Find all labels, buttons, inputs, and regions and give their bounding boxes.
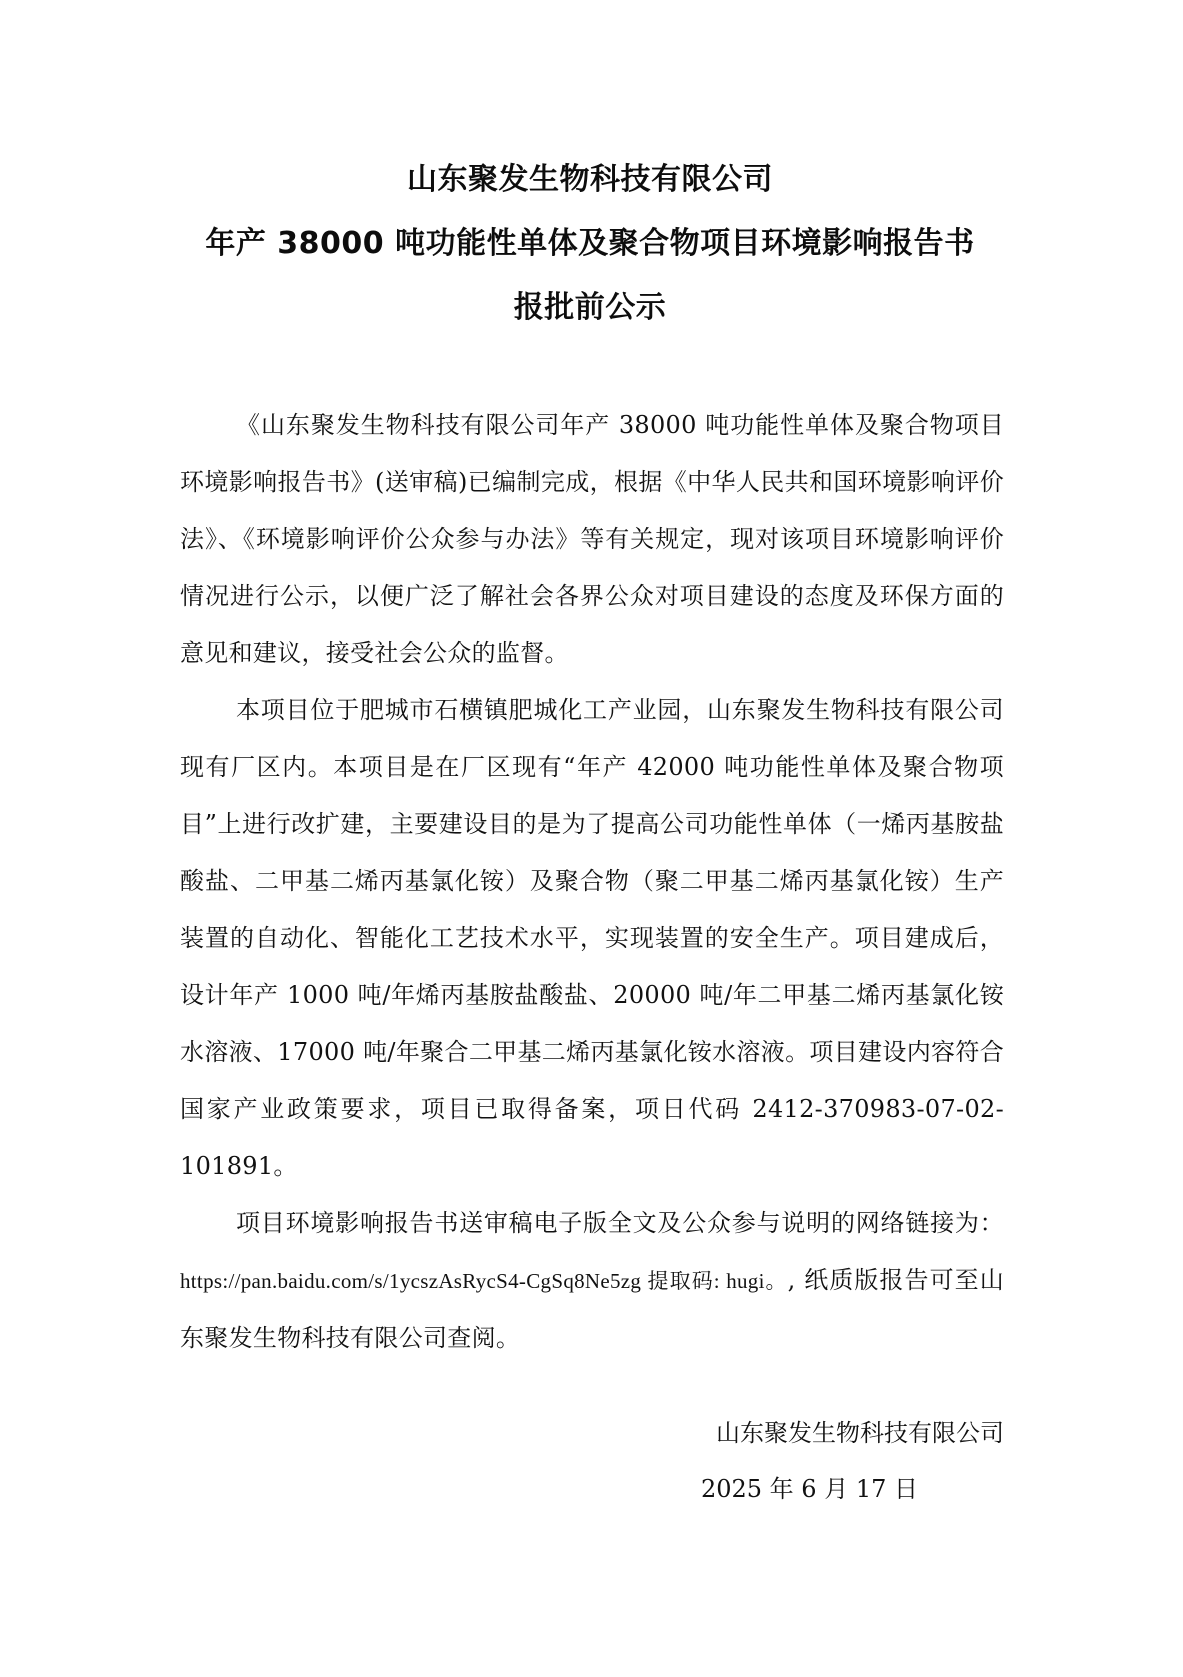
paragraph-intro: 《山东聚发生物科技有限公司年产 38000 吨功能性单体及聚合物项目环境影响报告书》(送审稿)已编制完成，根据《中华人民共和国环境影响评价法》、《环境影响评价公众参与办法》等有关规定，现对该项目环境影响评价情况进行公示，以便广泛了解社会各界公众对项目建设的态度及环保方面的意见和建议，接受社会公众的监督。: [180, 411, 1004, 667]
document-title: [150, 148, 1030, 340]
signature-date: 2025 年 6 月 17 日: [700, 1475, 918, 1503]
title-project: 年产 38000 吨功能性单体及聚合物项目环境影响报告书: [205, 226, 975, 261]
link-suffix-text: , 纸质版报告可至山东聚发生物科技有限公司查阅。: [180, 1266, 1005, 1352]
signature-block: [600, 1405, 1004, 1517]
paragraph-download-link: [180, 1195, 1004, 1367]
title-company: 山东聚发生物科技有限公司: [407, 162, 773, 197]
link-prefix-text: 项目环境影响报告书送审稿电子版全文及公众参与说明的网络链接为：: [236, 1209, 1004, 1237]
document-body: [180, 397, 1004, 1367]
paragraph-project-description: 本项目位于肥城市石横镇肥城化工产业园，山东聚发生物科技有限公司现有厂区内。本项目是在厂区现有“年产 42000 吨功能性单体及聚合物项目”上进行改扩建，主要建设目的是为了提高公司功能性单体（一烯丙基胺盐酸盐、二甲基二烯丙基氯化铵）及聚合物（聚二甲基二烯丙基氯化铵）生产装置的自动化、智能化工艺技术水平，实现装置的安全生产。项目建成后，设计年产 1000 吨/年烯丙基胺盐酸盐、20000 吨/年二甲基二烯丙基氯化铵水溶液、17000 吨/年聚合二甲基二烯丙基氯化铵水溶液。项目建设内容符合国家产业政策要求，项目已取得备案，项日代码 2412-370983-07-02-101891。: [180, 696, 1004, 1180]
download-link[interactable]: https://pan.baidu.com/s/1ycszAsRycS4-CgSq8Ne5zg: [180, 1269, 642, 1293]
extraction-code: 提取码: hugi。: [641, 1269, 788, 1293]
title-notice: 报批前公示: [513, 290, 667, 325]
signature-company: 山东聚发生物科技有限公司: [716, 1419, 1004, 1447]
